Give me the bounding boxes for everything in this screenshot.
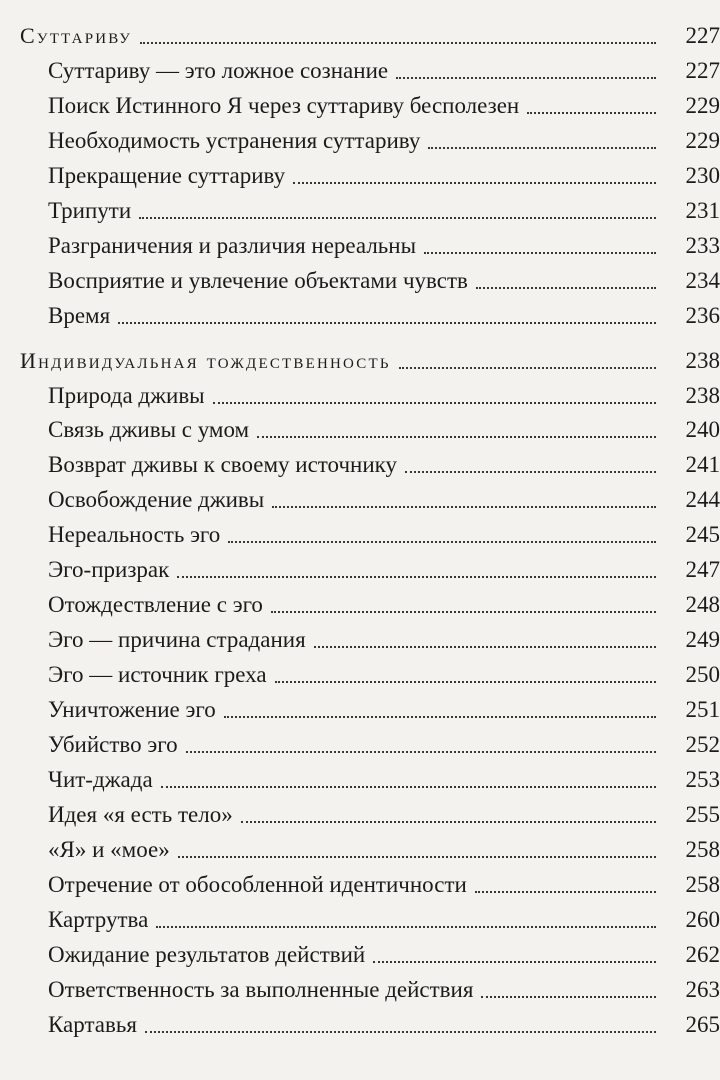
toc-entry-title: Поиск Истинного Я через суттариву бесполезен [48, 93, 520, 118]
toc-entry [0, 550, 720, 584]
toc-entry-title: Нереальность эго [48, 522, 221, 547]
toc-entry-title: Уничтожение эго [48, 697, 216, 722]
dot-leader [424, 251, 656, 254]
toc-entry [0, 121, 720, 155]
toc-entry-title: Убийство эго [48, 732, 178, 757]
dot-leader [118, 321, 656, 324]
toc-entry [0, 760, 720, 794]
dot-leader [241, 820, 656, 823]
dot-leader [228, 540, 656, 543]
dot-leader [476, 286, 656, 289]
toc-entry-title: Трипути [48, 198, 132, 223]
toc-entry [0, 51, 720, 85]
toc-page-number: 241 [685, 452, 720, 477]
toc-entry-title: Ответственность за выполненные действия [48, 977, 474, 1002]
dot-leader [156, 925, 656, 928]
toc-entry-title: Эго — причина страдания [48, 627, 306, 652]
toc-entry-title: Восприятие и увлечение объектами чувств [48, 268, 468, 293]
toc-page-number: 248 [685, 592, 720, 617]
dot-leader [271, 610, 656, 613]
toc-entry-title: Время [48, 303, 111, 328]
toc-entry [0, 226, 720, 260]
toc-section-title: Индивидуальная тождественность [20, 348, 391, 373]
toc-page-number: 240 [685, 417, 720, 442]
toc-entry [0, 865, 720, 899]
toc-entry [0, 376, 720, 410]
dot-leader [527, 111, 656, 114]
toc-entry-title: Разграничения и различия нереальны [48, 233, 417, 258]
toc-page-number: 252 [685, 732, 720, 757]
dot-leader [213, 401, 656, 404]
toc-entry-title: Отождествление с эго [48, 592, 263, 617]
toc-entry [0, 585, 720, 619]
toc-page-number: 247 [685, 557, 720, 582]
toc-entry [0, 86, 720, 120]
toc-entry [0, 191, 720, 225]
toc-entry-title: Связь дживы с умом [48, 417, 250, 442]
dot-leader [272, 505, 656, 508]
dot-leader [178, 855, 656, 858]
toc-page-number: 262 [685, 942, 720, 967]
toc-section-heading [0, 341, 720, 375]
dot-leader [373, 960, 656, 963]
toc-entry-title: Возврат дживы к своему источнику [48, 452, 397, 477]
dot-leader [475, 890, 656, 893]
toc-entry-title: Ожидание результатов действий [48, 942, 366, 967]
toc-entry-title: Природа дживы [48, 383, 205, 408]
toc-section-title: Суттариву [20, 23, 133, 48]
toc-page-number: 251 [685, 697, 720, 722]
toc-entry-title: Освобождение дживы [48, 487, 265, 512]
dot-leader [275, 680, 656, 683]
dot-leader [428, 146, 656, 149]
toc-page-number: 238 [685, 383, 720, 408]
toc-entry [0, 445, 720, 479]
dot-leader [405, 470, 656, 473]
dot-leader [399, 366, 656, 369]
toc-entry [0, 830, 720, 864]
toc-entry-title: Идея «я есть тело» [48, 802, 233, 827]
toc-page-number: 260 [685, 907, 720, 932]
toc-entry [0, 970, 720, 1004]
toc-entry [0, 156, 720, 190]
toc-page-number: 230 [685, 163, 720, 188]
toc-entry [0, 515, 720, 549]
toc-page-number: 231 [685, 198, 720, 223]
toc-entry [0, 261, 720, 295]
toc-entry [0, 900, 720, 934]
dot-leader [145, 1030, 656, 1033]
toc-entry-title: Эго-призрак [48, 557, 170, 582]
toc-page-number: 227 [685, 58, 720, 83]
toc-page-number: 244 [685, 487, 720, 512]
toc-entry [0, 410, 720, 444]
toc-page-number: 258 [685, 837, 720, 862]
toc-entry [0, 655, 720, 689]
toc-page-number: 233 [685, 233, 720, 258]
toc-page-number: 249 [685, 627, 720, 652]
toc-entry [0, 795, 720, 829]
toc-page-number: 238 [685, 348, 720, 373]
toc-entry [0, 1005, 720, 1039]
dot-leader [186, 750, 656, 753]
toc-page-number: 250 [685, 662, 720, 687]
dot-leader [224, 715, 656, 718]
toc-page-number: 255 [685, 802, 720, 827]
toc-entry [0, 480, 720, 514]
toc-entry-title: Картрутва [48, 907, 149, 932]
toc-page-number: 229 [685, 93, 720, 118]
dot-leader [293, 181, 656, 184]
toc-page-number: 245 [685, 522, 720, 547]
toc-entry-title: Картавья [48, 1012, 137, 1037]
toc-entry-title: Эго — источник греха [48, 662, 267, 687]
toc-page-number: 258 [685, 872, 720, 897]
toc-entry [0, 620, 720, 654]
toc-entry-title: Прекращение суттариву [48, 163, 286, 188]
toc-entry [0, 296, 720, 330]
toc-entry-title: Суттариву — это ложное сознание [48, 58, 389, 83]
toc-entry [0, 725, 720, 759]
toc-entry [0, 690, 720, 724]
dot-leader [314, 645, 656, 648]
toc-entry-title: Чит-джада [48, 767, 153, 792]
toc-page-number: 263 [685, 977, 720, 1002]
toc-page-number: 236 [685, 303, 720, 328]
dot-leader [140, 41, 656, 44]
toc-entry-title: «Я» и «мое» [48, 837, 170, 862]
dot-leader [177, 575, 656, 578]
toc-entry-title: Необходимость устранения суттариву [48, 128, 421, 153]
toc-page-number: 229 [685, 128, 720, 153]
dot-leader [139, 216, 656, 219]
toc-entry [0, 935, 720, 969]
dot-leader [481, 995, 656, 998]
toc-page-number: 234 [685, 268, 720, 293]
toc-page-number: 265 [685, 1012, 720, 1037]
dot-leader [396, 76, 656, 79]
toc-entry-title: Отречение от обособленной идентичности [48, 872, 467, 897]
dot-leader [257, 435, 656, 438]
toc-page-number: 253 [685, 767, 720, 792]
toc-section-heading [0, 16, 720, 50]
dot-leader [161, 785, 656, 788]
toc-page-number: 227 [685, 23, 720, 48]
